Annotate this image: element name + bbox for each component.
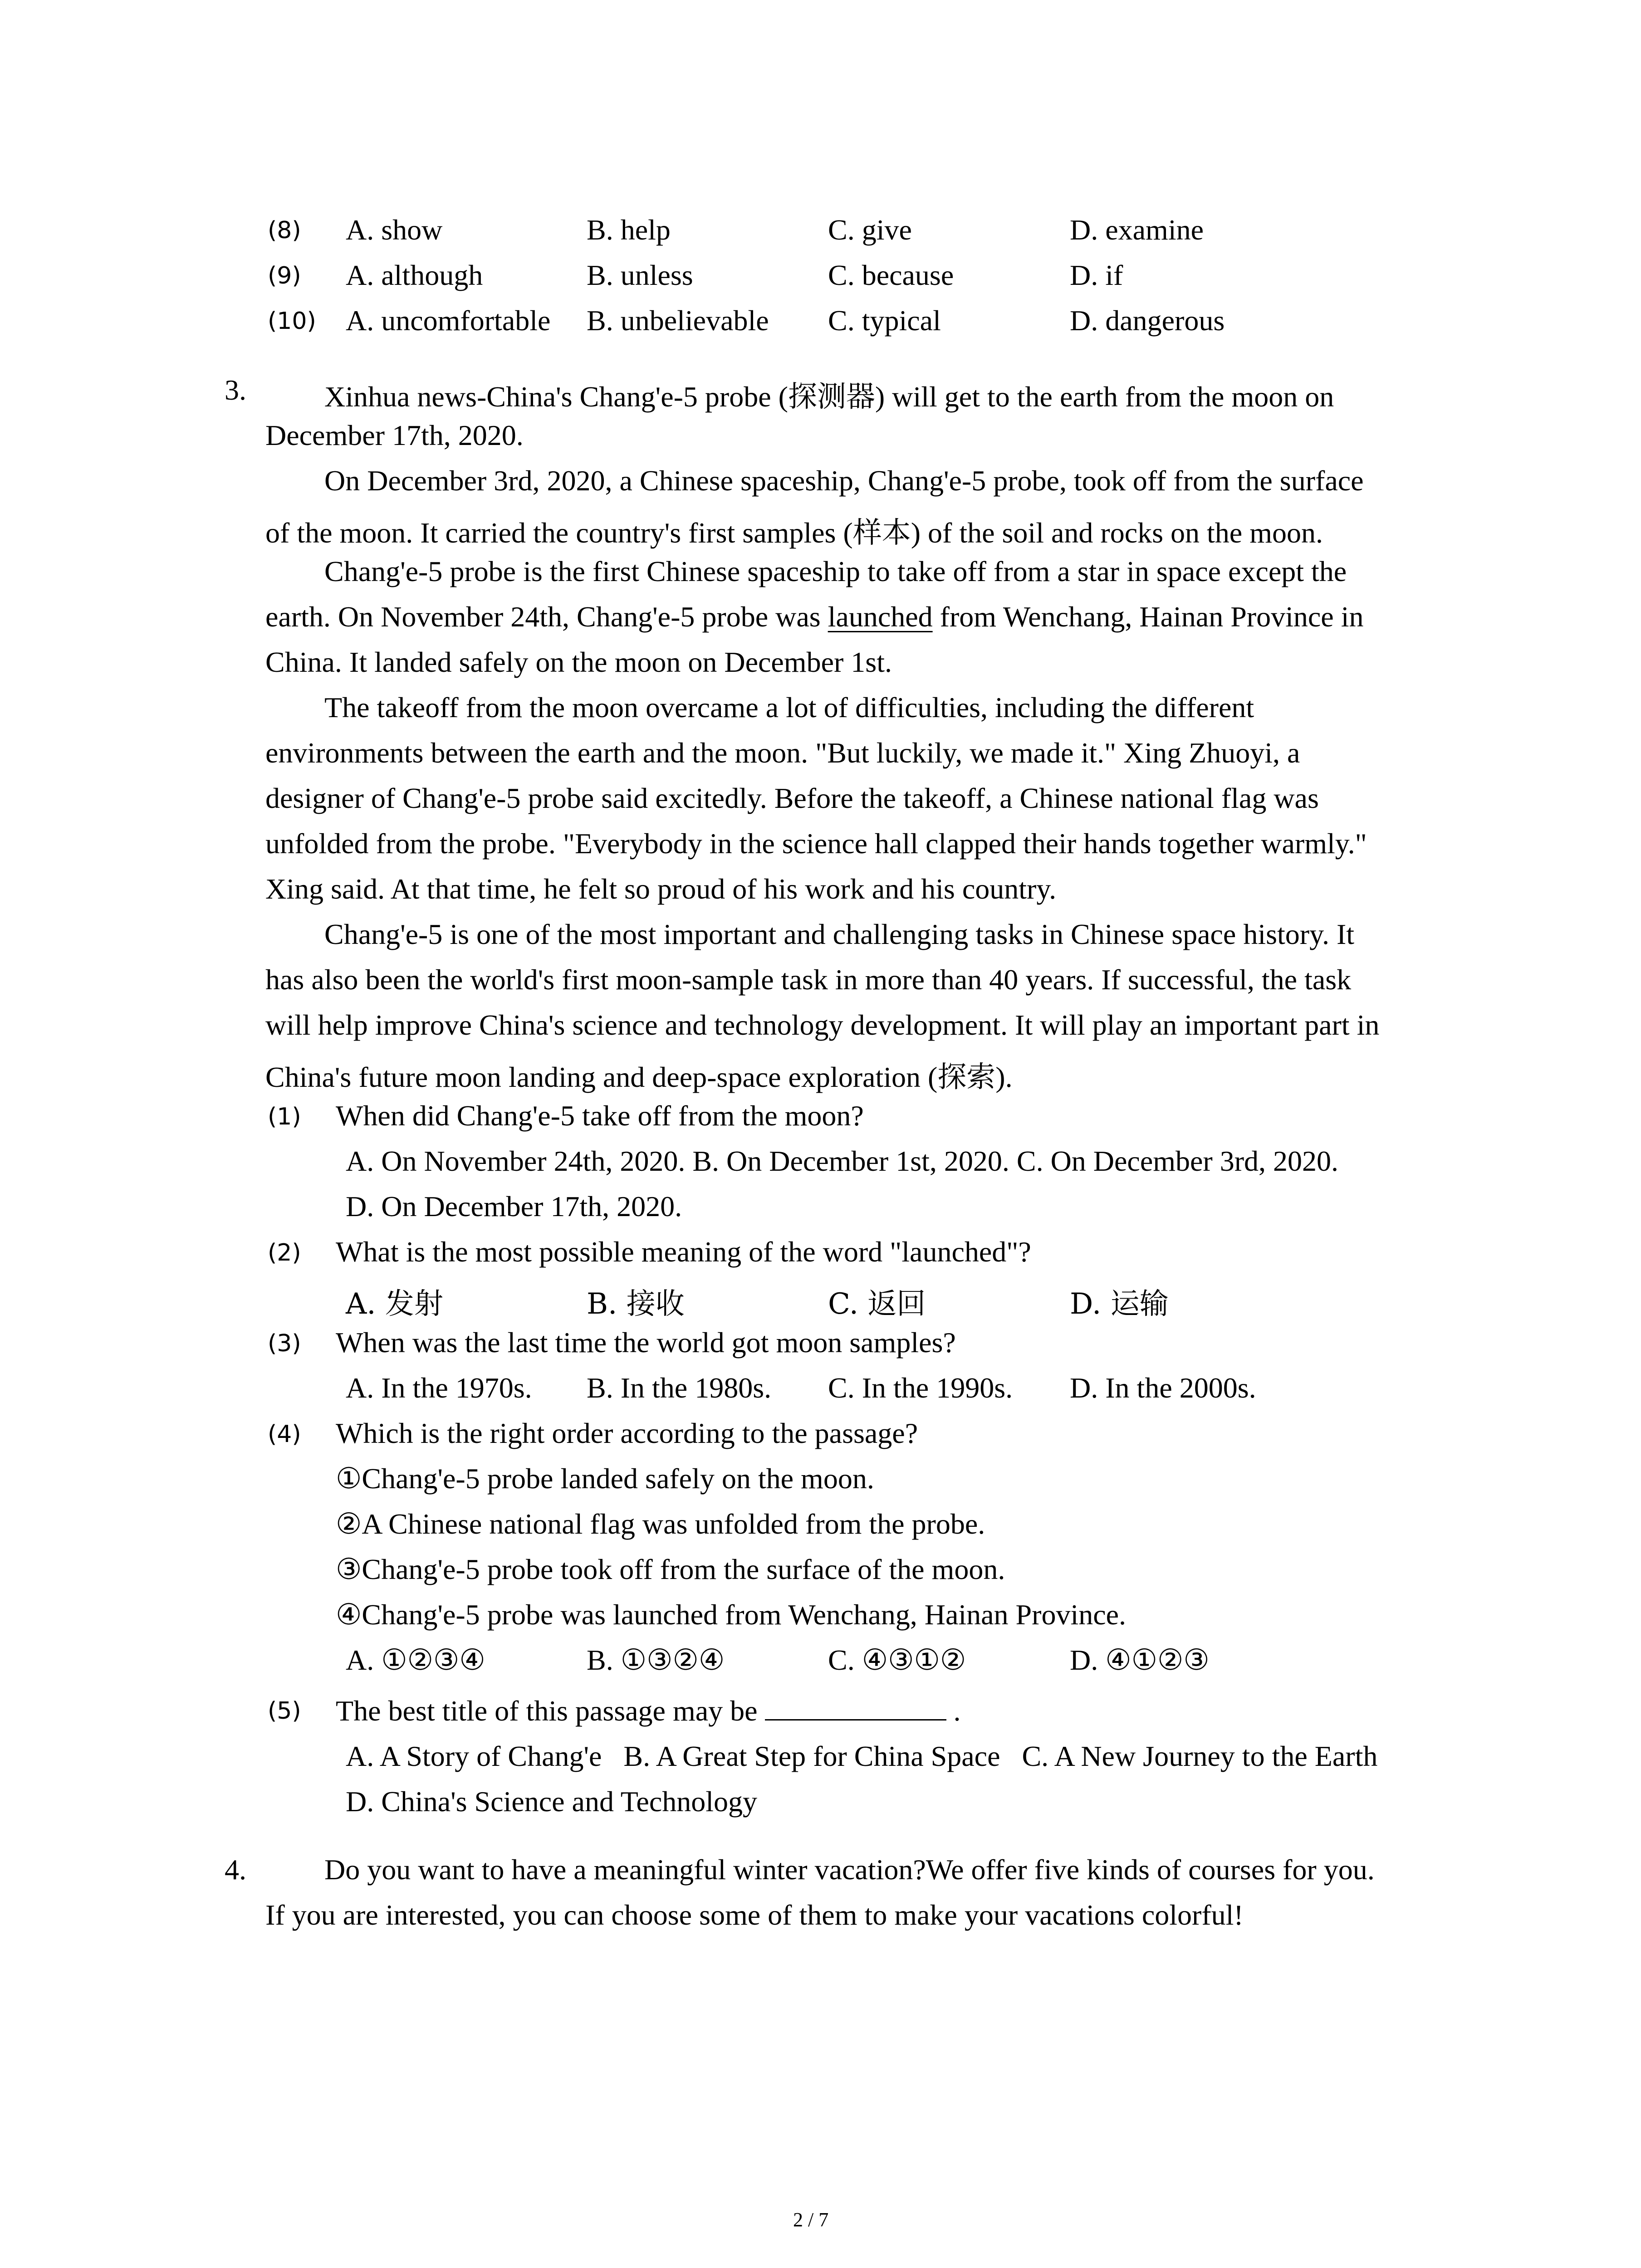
sub-question-number: (3) <box>268 1330 301 1357</box>
sub-question-stem: When was the last time the world got moon samples? <box>336 1326 956 1359</box>
passage-line: Chang'e-5 probe is the first Chinese spaceship to take off from a star in space except the <box>324 555 1347 587</box>
passage-line: Xinhua news-China's Chang'e-5 probe (探测器) will get to the earth from the moon on <box>324 381 1334 413</box>
passage-line: environments between the earth and the moon. "But luckily, we made it." Xing Zhuoyi, a <box>265 737 1300 769</box>
stem-text: The best title of this passage may be <box>336 1695 758 1727</box>
passage-line: The takeoff from the moon overcame a lot of difficulties, including the different <box>324 691 1254 723</box>
options-line: D. China's Science and Technology <box>346 1785 757 1818</box>
passage-line: has also been the world's first moon-sample task in more than 40 years. If successful, the task <box>265 963 1352 996</box>
sub-question-number: (2) <box>268 1239 301 1266</box>
passage-line: Xing said. At that time, he felt so proud of his work and his country. <box>265 873 1057 905</box>
sub-question-stem: What is the most possible meaning of the word "launched"? <box>336 1236 1031 1268</box>
passage-line: December 17th, 2020. <box>265 419 524 451</box>
passage-line: On December 3rd, 2020, a Chinese spaceship, Chang'e-5 probe, took off from the surface <box>324 464 1364 497</box>
page-number: 2 / 7 <box>793 2209 829 2231</box>
order-item: ③Chang'e-5 probe took off from the surface of the moon. <box>336 1553 1005 1585</box>
option-number: (10) <box>268 308 316 335</box>
option-b: B. In the 1980s. <box>587 1372 772 1404</box>
stem-end: . <box>953 1695 961 1727</box>
passage-line: designer of Chang'e-5 probe said excitedly. Before the takeoff, a Chinese national flag was <box>265 782 1319 814</box>
order-item: ①Chang'e-5 probe landed safely on the moon. <box>336 1462 874 1495</box>
passage-line: China's future moon landing and deep-space exploration (探索). <box>265 1061 1013 1093</box>
option-a: A. In the 1970s. <box>346 1372 532 1404</box>
option-d: D. if <box>1070 259 1123 291</box>
passage-text: earth. On November 24th, Chang'e-5 probe was <box>265 601 821 633</box>
passage-line: China. It landed safely on the moon on December 1st. <box>265 646 892 678</box>
option-a: A. ①②③④ <box>346 1644 485 1676</box>
sub-question-number: (4) <box>268 1421 301 1448</box>
option-a: A. uncomfortable <box>346 304 551 337</box>
option-number: (8) <box>268 217 301 244</box>
passage-line <box>265 600 1363 634</box>
passage-line: If you are interested, you can choose some of them to make your vacations colorful! <box>265 1899 1244 1931</box>
passage-line: unfolded from the probe. "Everybody in the science hall clapped their hands together warmly." <box>265 827 1367 860</box>
question-number: 4. <box>225 1853 246 1886</box>
answer-blank <box>765 1696 946 1721</box>
question-number: 3. <box>225 374 246 406</box>
option-b: B. 接收 <box>587 1287 685 1321</box>
option-a: A. 发射 <box>346 1287 443 1321</box>
sub-question-number: (5) <box>268 1697 301 1725</box>
option-b: B. help <box>587 214 671 246</box>
option-c: C. give <box>828 214 912 246</box>
option-d: D. dangerous <box>1070 304 1225 337</box>
option-b: B. unless <box>587 259 693 291</box>
passage-line: will help improve China's science and technology development. It will play an important part in <box>265 1009 1380 1041</box>
passage-line: Do you want to have a meaningful winter vacation?We offer five kinds of courses for you. <box>324 1853 1375 1886</box>
sub-question-stem <box>336 1694 961 1728</box>
option-c: C. 返回 <box>828 1287 926 1321</box>
sub-question-number: (1) <box>268 1103 301 1130</box>
passage-text: from Wenchang, Hainan Province in <box>932 601 1364 633</box>
option-a: A. show <box>346 214 443 246</box>
option-b: B. unbelievable <box>587 304 769 337</box>
passage-line: of the moon. It carried the country's first samples (样本) of the soil and rocks on the moon. <box>265 517 1323 549</box>
option-a: A. although <box>346 259 483 291</box>
option-d: D. In the 2000s. <box>1070 1372 1256 1404</box>
option-d: D. ④①②③ <box>1070 1644 1210 1676</box>
option-c: C. In the 1990s. <box>828 1372 1013 1404</box>
options-line: A. On November 24th, 2020. B. On December 1st, 2020. C. On December 3rd, 2020. <box>346 1145 1339 1177</box>
sub-question-stem: Which is the right order according to the passage? <box>336 1417 918 1449</box>
passage-line: Chang'e-5 is one of the most important and challenging tasks in Chinese space history. It <box>324 918 1355 950</box>
underlined-word-launched: launched <box>828 601 933 633</box>
sub-question-stem: When did Chang'e-5 take off from the moon? <box>336 1100 864 1132</box>
option-c: C. because <box>828 259 954 291</box>
order-item: ④Chang'e-5 probe was launched from Wenchang, Hainan Province. <box>336 1598 1127 1631</box>
option-c: C. typical <box>828 304 941 337</box>
order-item: ②A Chinese national flag was unfolded from the probe. <box>336 1508 985 1540</box>
options-line: A. A Story of Chang'e B. A Great Step for China Space C. A New Journey to the Earth <box>346 1740 1378 1772</box>
option-number: (9) <box>268 262 301 289</box>
options-line: D. On December 17th, 2020. <box>346 1190 682 1222</box>
option-d: D. 运输 <box>1070 1287 1169 1321</box>
option-d: D. examine <box>1070 214 1204 246</box>
option-b: B. ①③②④ <box>587 1644 725 1676</box>
option-c: C. ④③①② <box>828 1644 966 1676</box>
